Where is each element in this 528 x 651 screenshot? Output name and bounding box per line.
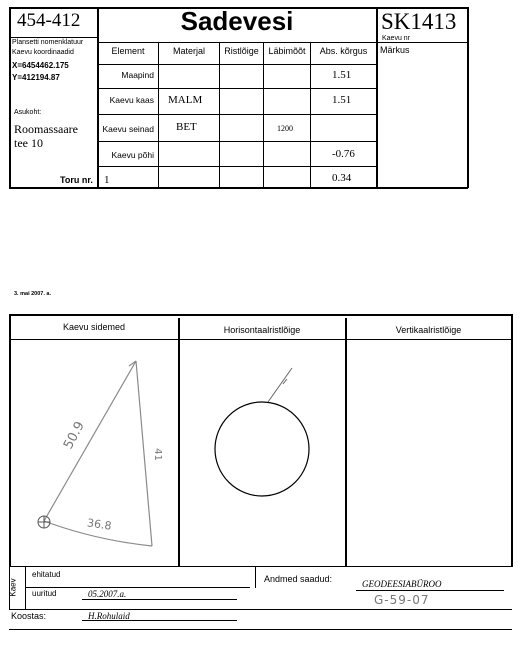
plan-number: 454-412 (17, 10, 81, 31)
measure-label: 36.8 (86, 516, 113, 533)
reference-code: G-59-07 (374, 593, 430, 607)
flow-arrow-icon (268, 368, 292, 402)
col-elevation: Abs. kõrgus (319, 46, 368, 56)
compiled-value: H.Rohulaid (88, 611, 130, 621)
row-material: MALM (168, 94, 203, 106)
data-from-value: GEODEESIABÜROO (362, 579, 442, 589)
row-elevation: 1.51 (332, 94, 352, 106)
pipe-number: 1 (104, 174, 110, 186)
reference-point-icon (38, 516, 50, 528)
measure-label: 50.9 (61, 419, 88, 452)
address-line-1: Roomassaare (14, 122, 78, 136)
row-elevation: 1.51 (332, 69, 352, 81)
x-coordinate: X=6454462.175 (12, 61, 69, 70)
well-id-label: Kaevu nr (382, 35, 411, 42)
row-element: Kaevu põhi (111, 150, 154, 160)
measured-value: 05.2007.a. (88, 589, 127, 599)
row-element: Maapind (121, 70, 154, 80)
row-material: BET (176, 121, 197, 133)
plan-label: Plansetti nomenklatuur (12, 39, 84, 46)
col-cross-section: Ristlõige (224, 46, 259, 56)
address-label: Asukoht: (14, 109, 42, 116)
row-elevation: -0.76 (332, 148, 355, 160)
sketch-col-title: Kaevu sidemed (62, 322, 126, 332)
col-material: Materjal (172, 46, 205, 56)
col-diameter: Läbimõõt (268, 46, 306, 56)
measured-label: uuritud (32, 589, 57, 598)
notes-label: Märkus (380, 45, 410, 55)
row-element: Kaevu seinad (102, 124, 154, 134)
coords-label: Kaevu koordinaadid (12, 49, 74, 56)
row-element: Kaevu kaas (109, 95, 154, 105)
col-element: Element (111, 46, 145, 56)
kaev-label: Kaev (8, 578, 18, 597)
sketch-col-title: Horisontaalristlõige (223, 325, 301, 335)
row-diameter: 1200 (277, 124, 293, 133)
well-id: SK1413 (381, 9, 457, 34)
sketch-col-title: Vertikaalristlõige (395, 325, 462, 335)
pipe-label: Toru nr. (60, 175, 93, 185)
date-note: 3. mai 2007. a. (14, 291, 51, 297)
built-label: ehitatud (32, 570, 61, 579)
manhole-circle-icon (215, 402, 309, 496)
data-from-label: Andmed saadud: (264, 574, 333, 584)
pipe-elevation: 0.34 (332, 172, 352, 184)
y-coordinate: Y=412194.87 (12, 73, 60, 82)
page-title: Sadevesi (180, 6, 294, 36)
measure-label: 41 (151, 448, 163, 461)
compiled-label: Koostas: (11, 611, 47, 621)
address-line-2: tee 10 (14, 136, 43, 150)
